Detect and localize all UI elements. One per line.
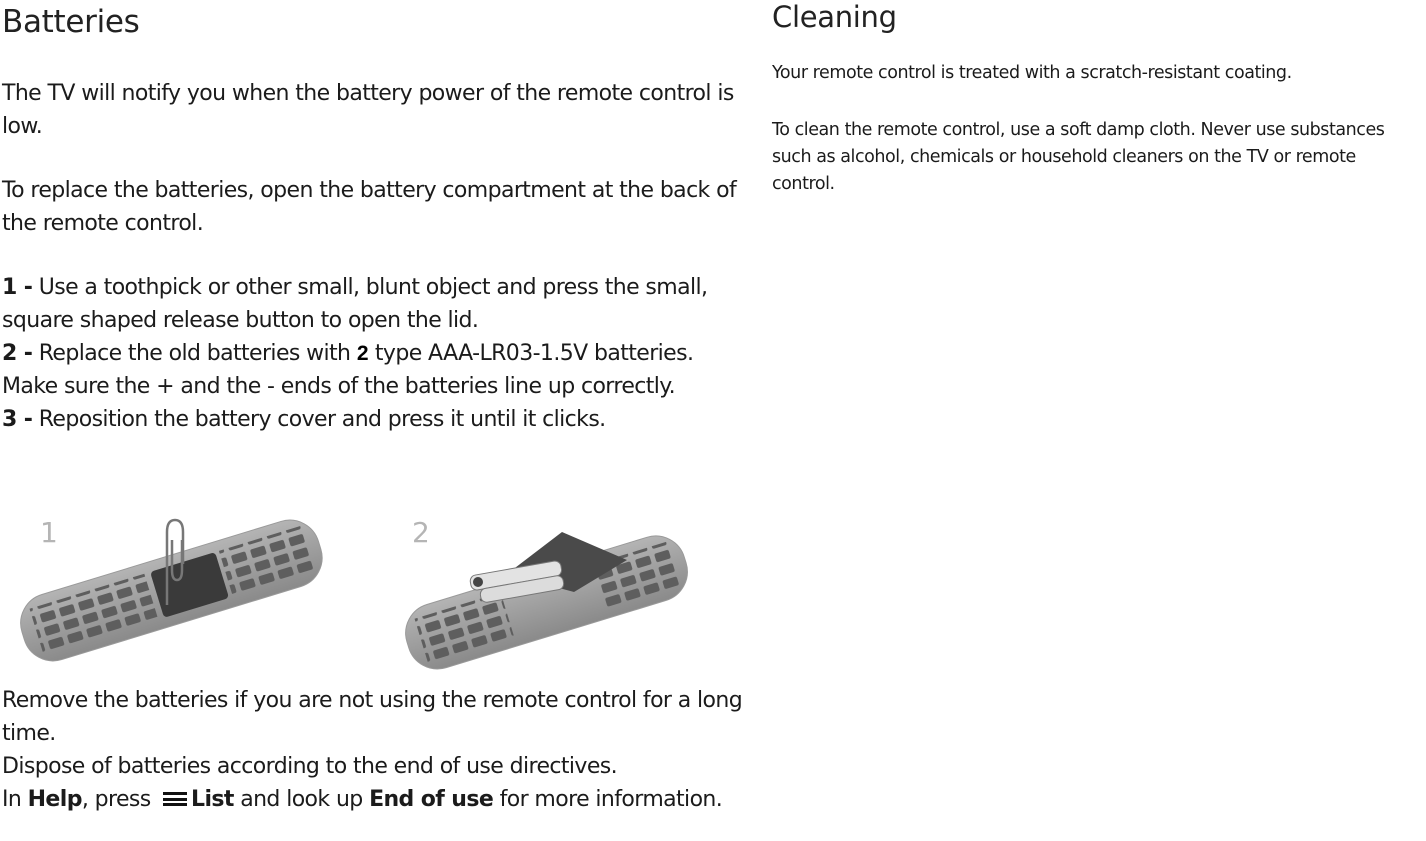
step-2-text-b: type AAA-LR03-1.5V batteries. Make sure the + and the - ends of the batteries line up correctly. (2, 341, 694, 399)
help-instruction-prefix: In (2, 787, 28, 812)
list-icon (163, 791, 187, 807)
cleaning-heading: Cleaning (772, 0, 897, 34)
remove-batteries-paragraph (2, 684, 747, 816)
step-2-label: 2 (412, 516, 430, 549)
replace-batteries-paragraph: To replace the batteries, open the battery compartment at the back of the remote control. (2, 178, 737, 236)
step-1-label: 1 (40, 516, 58, 549)
remote-control-illustration (2, 492, 747, 670)
battery-replacement-illustration (2, 492, 747, 670)
step-3-number: 3 - (2, 407, 33, 432)
battery-count: 2 (356, 342, 369, 365)
step-1-number: 1 - (2, 275, 33, 300)
help-instruction-press: , press (81, 787, 158, 812)
help-instruction-suffix: for more information. (493, 787, 723, 812)
dispose-batteries-text: Dispose of batteries according to the end of use directives. (2, 754, 618, 779)
step-1-text: Use a toothpick or other small, blunt object and press the small, square shaped release button to open the lid. (2, 275, 708, 333)
step-2-number: 2 - (2, 341, 33, 366)
list-keyword: List (191, 787, 234, 812)
remote-step-2 (398, 529, 695, 670)
step-3-text: Reposition the battery cover and press it until it clicks. (32, 407, 606, 432)
help-keyword: Help (27, 787, 82, 812)
end-of-use-keyword: End of use (369, 787, 494, 812)
batteries-heading: Batteries (2, 4, 140, 40)
cleaning-instructions-paragraph: To clean the remote control, use a soft damp cloth. Never use substances such as alcohol, chemicals or household cleaners on the TV or remote control. (772, 120, 1385, 194)
remote-step-1 (13, 513, 329, 669)
coating-paragraph: Your remote control is treated with a scratch-resistant coating. (772, 63, 1292, 83)
low-battery-paragraph: The TV will notify you when the battery power of the remote control is low. (2, 81, 734, 139)
remove-batteries-text: Remove the batteries if you are not using the remote control for a long time. (2, 688, 743, 746)
help-instruction-lookup: and look up (233, 787, 370, 812)
step-2-text-a: Replace the old batteries with (32, 341, 357, 366)
steps-paragraph (2, 271, 747, 436)
